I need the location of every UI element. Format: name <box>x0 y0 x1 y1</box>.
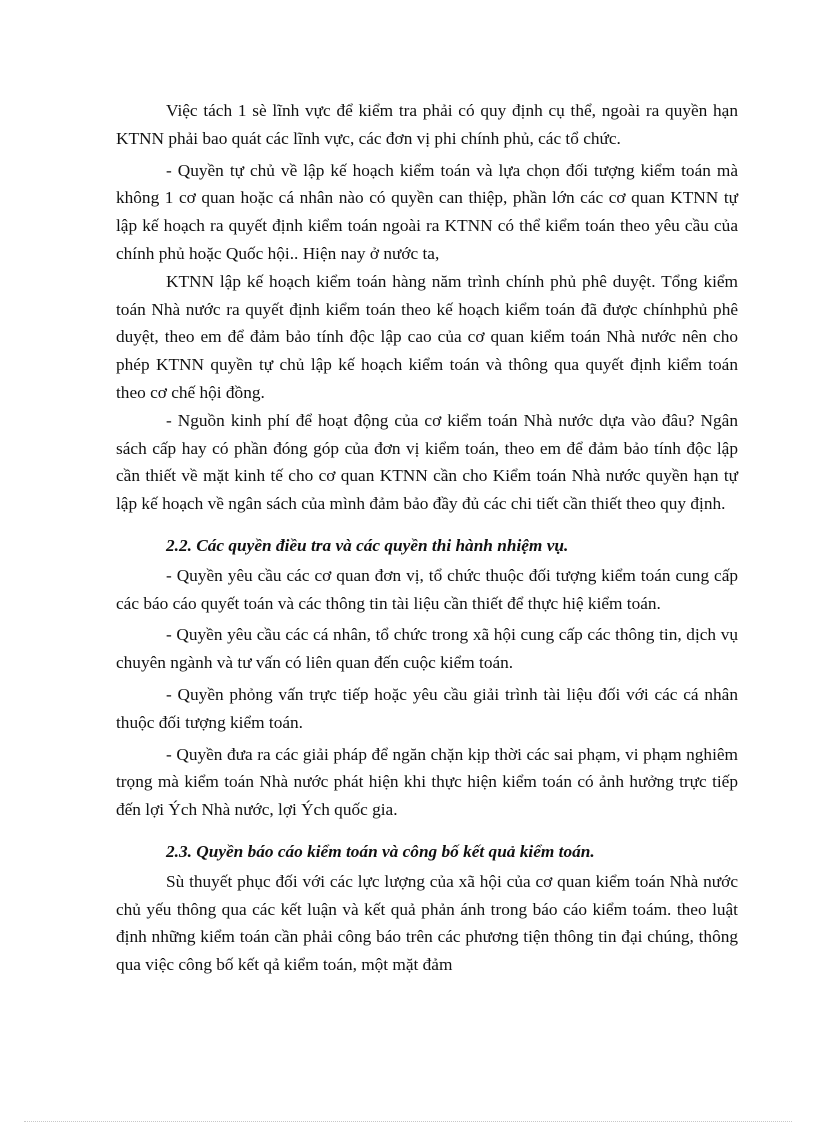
paragraph: Việc tách 1 sè lĩnh vực để kiểm tra phải có quy định cụ thể, ngoài ra quyền hạn KTNN phải bao quát các lĩnh vực, các đơn vị phi chính phủ, các tổ chức. <box>116 101 738 148</box>
paragraph: Sù thuyết phục đối với các lực lượng của xã hội của cơ quan kiểm toán Nhà nước chủ yếu thông qua các kết luận và kết quả phản ánh trong báo cáo kiểm toám. theo luật định những kiểm toán cần phải công báo trên các phương tiện thông tin đại chúng, thông qua việc công bố kết qả kiểm toán, một mặt đảm <box>116 871 738 975</box>
paragraph: - Quyền đưa ra các giải pháp để ngăn chặn kịp thời các sai phạm, vi phạm nghiêm trọng mà kiểm toán Nhà nước phát hiện khi thực hiện kiểm toán có ảnh hưởng trực tiếp đến lợi Ých Nhà nước, lợi Ých quốc gia. <box>116 744 738 820</box>
paragraph: - Quyền yêu cầu các cơ quan đơn vị, tổ chức thuộc đối tượng kiểm toán cung cấp các báo cáo quyết toán và các thông tin tài liệu cần thiết để thực hiệ kiểm toán. <box>116 565 738 613</box>
page-bottom-divider <box>24 1121 792 1122</box>
paragraph: - Quyền tự chủ về lập kế hoạch kiểm toán và lựa chọn đối tượng kiểm toán mà không 1 cơ quan hoặc cá nhân nào có quyền can thiệp, phần lớn các cơ quan KTNN tự lập kế hoạch ra quyết định kiểm toán ngoài ra KTNN có thể kiểm toán theo yêu cầu của chính phủ hoặc Quốc hội.. Hiện nay ở nước ta, <box>116 160 738 263</box>
paragraph: - Nguồn kinh phí để hoạt động của cơ kiểm toán Nhà nước dựa vào đâu? Ngân sách cấp hay có phần đóng góp của đơn vị kiểm toán, theo em để đảm bảo tính độc lập cần thiết về mặt kinh tế cho cơ quan KTNN cần cho Kiểm toán Nhà nước quyền hạn tự lập kế hoạch về ngân sách của mình đảm bảo đầy đủ các chi tiết cần thiết theo quy định. <box>116 410 738 514</box>
paragraph: KTNN lập kế hoạch kiểm toán hàng năm trình chính phủ phê duyệt. Tổng kiểm toán Nhà nước ra quyết định kiểm toán theo kế hoạch kiểm toán đã được chínhphủ phê duyệt, theo em để đảm bảo tính độc lập cao của cơ quan kiểm toán Nhà nước nên cho phép KTNN quyền tự chủ lập kế hoạch kiểm toán và thông qua quyết định kiểm toán theo cơ chế hội đồng. <box>116 271 738 402</box>
section-heading-2-3: 2.3. Quyền báo cáo kiểm toán và công bố kết quả kiểm toán. <box>166 841 595 861</box>
document-body <box>116 97 738 979</box>
section-heading-2-2: 2.2. Các quyền điều tra và các quyền thi hành nhiệm vụ. <box>166 535 569 555</box>
paragraph: - Quyền yêu cầu các cá nhân, tổ chức trong xã hội cung cấp các thông tin, dịch vụ chuyên ngành và tư vấn có liên quan đến cuộc kiểm toán. <box>116 625 738 673</box>
paragraph: - Quyền phỏng vấn trực tiếp hoặc yêu cầu giải trình tài liệu đối với các cá nhân thuộc đối tượng kiểm toán. <box>116 684 738 732</box>
